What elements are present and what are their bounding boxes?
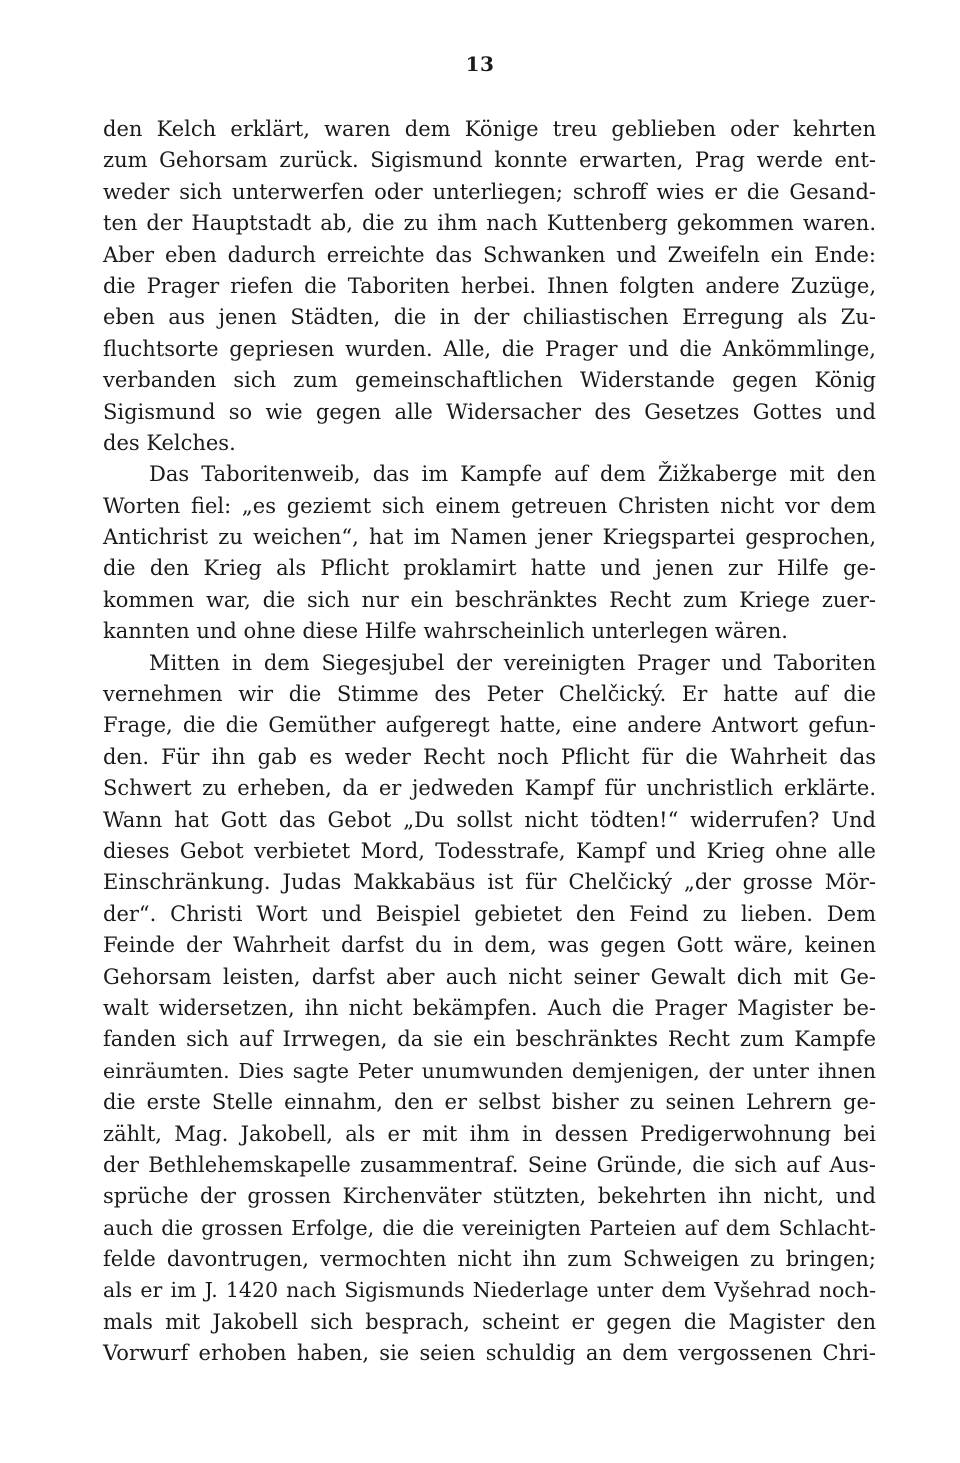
- text-line: Aber eben dadurch erreichte das Schwanken und Zweifeln ein Ende:: [103, 242, 876, 267]
- text-line: ten der Hauptstadt ab, die zu ihm nach Kuttenberg gekommen waren.: [103, 211, 876, 236]
- text-line: eben aus jenen Städten, die in der chiliastischen Erregung als Zu-: [103, 305, 876, 330]
- text-line: walt widersetzen, ihn nicht bekämpfen. Auch die Prager Magister be-: [103, 995, 876, 1020]
- text-line: der Bethlehemskapelle zusammentraf. Seine Gründe, die sich auf Aus-: [103, 1152, 876, 1177]
- text-line: zählt, Mag. Jakobell, als er mit ihm in dessen Predigerwohnung bei: [103, 1121, 876, 1146]
- text-line: Sigismund so wie gegen alle Widersacher des Gesetzes Gottes und: [103, 399, 876, 424]
- text-line: zum Gehorsam zurück. Sigismund konnte erwarten, Prag werde ent-: [103, 148, 876, 173]
- text-line: die erste Stelle einnahm, den er selbst bisher zu seinen Lehrern ge-: [103, 1090, 876, 1115]
- text-line: der“. Christi Wort und Beispiel gebietet den Feind zu lieben. Dem: [103, 901, 876, 926]
- text-line: Feinde der Wahrheit darfst du in dem, was gegen Gott wäre, keinen: [103, 933, 876, 958]
- text-line: Gehorsam leisten, darfst aber auch nicht seiner Gewalt dich mit Ge-: [103, 964, 876, 989]
- text-line: mals mit Jakobell sich besprach, scheint er gegen die Magister den: [103, 1309, 876, 1334]
- text-line: Einschränkung. Judas Makkabäus ist für Chelčický „der grosse Mör-: [103, 870, 876, 895]
- text-line: weder sich unterwerfen oder unterliegen; schroff wies er die Gesand-: [103, 179, 876, 204]
- text-line: dieses Gebot verbietet Mord, Todesstrafe, Kampf und Krieg ohne alle: [103, 838, 876, 863]
- text-line: Mitten in dem Siegesjubel der vereinigten Prager und Taboriten: [149, 650, 876, 675]
- text-line: Wann hat Gott das Gebot „Du sollst nicht tödten!“ widerrufen? Und: [103, 807, 876, 832]
- text-line: den. Für ihn gab es weder Recht noch Pflicht für die Wahrheit das: [103, 744, 876, 769]
- body-text: [103, 114, 876, 1370]
- text-line: Antichrist zu weichen“, hat im Namen jener Kriegspartei gesprochen,: [103, 525, 876, 550]
- text-line: Vorwurf erhoben haben, sie seien schuldig an dem vergossenen Chri-: [103, 1341, 876, 1366]
- text-line: auch die grossen Erfolge, die die vereinigten Parteien auf dem Schlacht-: [103, 1215, 876, 1240]
- text-line: sprüche der grossen Kirchenväter stützten, bekehrten ihn nicht, und: [103, 1184, 876, 1209]
- text-line: fanden sich auf Irrwegen, da sie ein beschränktes Recht zum Kampfe: [103, 1027, 876, 1052]
- text-line: den Kelch erklärt, waren dem Könige treu geblieben oder kehrten: [103, 117, 876, 141]
- text-line: die den Krieg als Pflicht proklamirt hatte und jenen zur Hilfe ge-: [103, 556, 876, 581]
- text-line: die Prager riefen die Taboriten herbei. Ihnen folgten andere Zuzüge,: [103, 273, 876, 298]
- page-number: 13: [465, 52, 495, 76]
- text-line: verbanden sich zum gemeinschaftlichen Widerstande gegen König: [103, 368, 876, 393]
- text-line: fluchtsorte gepriesen wurden. Alle, die Prager und die Ankömmlinge,: [103, 336, 876, 361]
- text-line: vernehmen wir die Stimme des Peter Chelčický. Er hatte auf die: [103, 682, 876, 707]
- text-line: kommen war, die sich nur ein beschränktes Recht zum Kriege zuer-: [103, 587, 876, 612]
- text-line: des Kelches.: [103, 430, 236, 455]
- text-line: Worten fiel: „es geziemt sich einem getreuen Christen nicht vor dem: [103, 493, 876, 518]
- text-line: kannten und ohne diese Hilfe wahrscheinlich unterlegen wären.: [103, 619, 788, 644]
- text-line: als er im J. 1420 nach Sigismunds Niederlage unter dem Vyšehrad noch-: [103, 1278, 876, 1303]
- text-line: Frage, die die Gemüther aufgeregt hatte, eine andere Antwort gefun-: [103, 713, 876, 738]
- text-line: Schwert zu erheben, da er jedweden Kampf für unchristlich erklärte.: [103, 776, 876, 801]
- text-line: felde davontrugen, vermochten nicht ihn zum Schweigen zu bringen;: [103, 1247, 876, 1272]
- text-line: Das Taboritenweib, das im Kampfe auf dem Žižkaberge mit den: [149, 462, 876, 487]
- text-line: einräumten. Dies sagte Peter unumwunden demjenigen, der unter ihnen: [103, 1058, 876, 1083]
